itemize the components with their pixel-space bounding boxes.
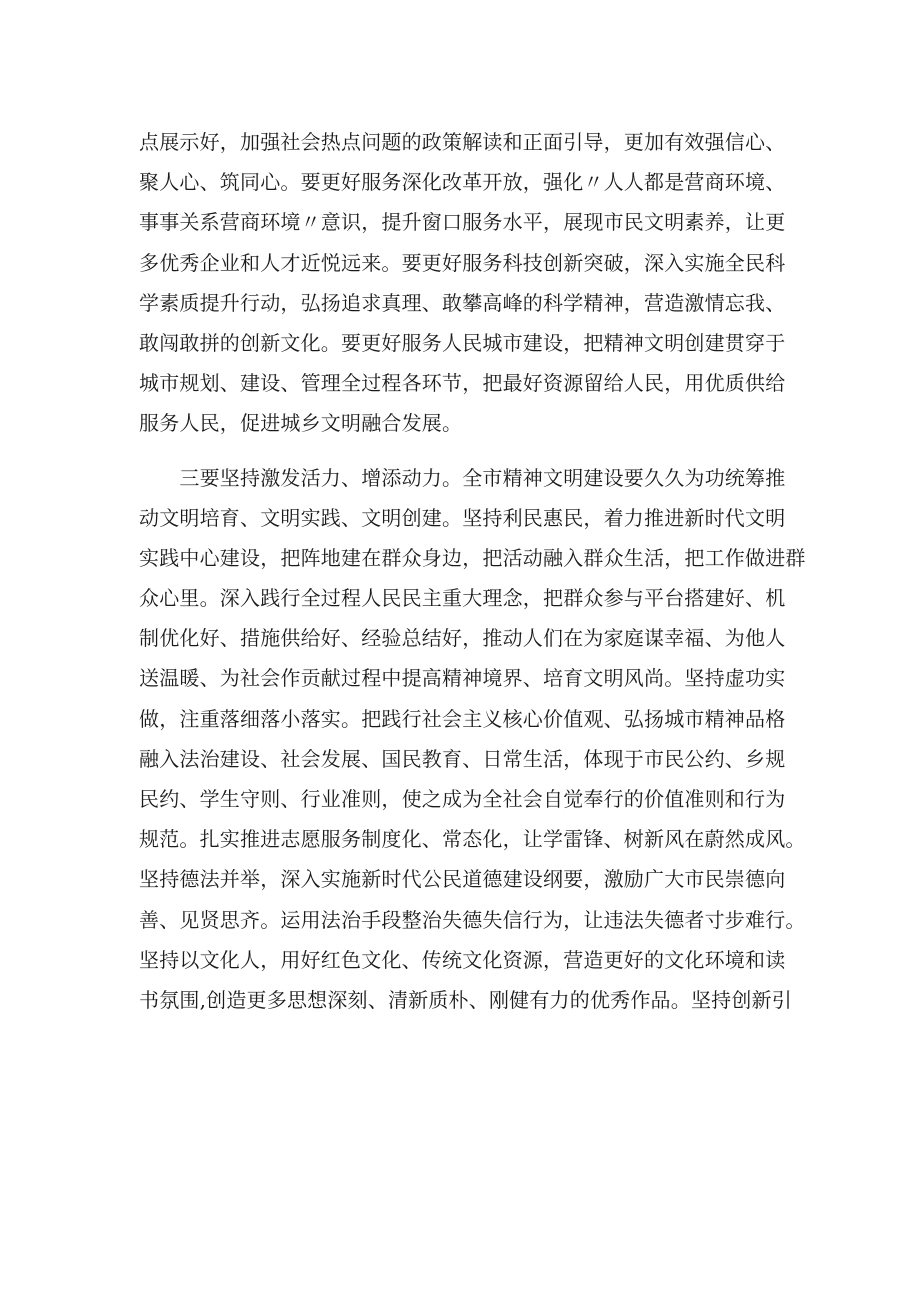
text-line: 做，注重落细落小落实。把践行社会主义核心价值观、弘扬城市精神品格 (139, 706, 786, 731)
text-line: 学素质提升行动，弘扬追求真理、敢攀高峰的科学精神，营造激情忘我、 (139, 290, 786, 315)
text-line: 多优秀企业和人才近悦远来。要更好服务科技创新突破，深入实施全民科 (139, 250, 786, 275)
text-line: 众心里。深入践行全过程人民民主重大理念，把群众参与平台搭建好、机 (139, 586, 786, 611)
text-line: 敢闯敢拼的创新文化。要更好服务人民城市建设，把精神文明创建贯穿于 (139, 330, 786, 355)
paragraph-gap (139, 444, 799, 458)
text-line: 三要坚持激发活力、增添动力。全市精神文明建设要久久为功统筹推 (139, 465, 786, 490)
text-line: 送温暖、为社会作贡献过程中提高精神境界、培育文明风尚。坚持虚功实 (139, 666, 786, 691)
text-line: 事事关系营商环境〃意识，提升窗口服务水平，展现市民文明素养，让更 (139, 210, 786, 235)
text-line: 规范。扎实推进志愿服务制度化、常态化，让学雷锋、树新风在蔚然成风。 (139, 827, 806, 852)
text-line: 动文明培育、文明实践、文明创建。坚持利民惠民，着力推进新时代文明 (139, 505, 786, 530)
text-line: 制优化好、措施供给好、经验总结好，推动人们在为家庭谋幸福、为他人 (139, 626, 786, 651)
text-line: 坚持德法并举，深入实施新时代公民道德建设纲要，激励广大市民崇德向 (139, 867, 786, 892)
paragraph-1 (139, 122, 799, 444)
text-line: 民约、学生守则、行业准则，使之成为全社会自觉奉行的价值准则和行为 (139, 787, 786, 811)
text-line: 城市规划、建设、管理全过程各环节，把最好资源留给人民，用优质供给 (139, 371, 786, 396)
text-line: 善、见贤思齐。运用法治手段整治失德失信行为，让违法失德者寸步难行。 (139, 907, 806, 932)
text-line: 实践中心建设，把阵地建在群众身边，把活动融入群众生活，把工作做进群 (139, 545, 806, 570)
text-line: 聚人心、筑同心。要更好服务深化改革开放，强化〃人人都是营商环境、 (139, 170, 786, 195)
text-line: 融入法治建设、社会发展、国民教育、日常生活，体现于市民公约、乡规 (139, 746, 786, 771)
text-line: 书氛围,创造更多思想深刻、清新质朴、刚健有力的优秀作品。坚持创新引 (139, 987, 792, 1012)
text-line: 坚持以文化人，用好红色文化、传统文化资源，营造更好的文化环境和读 (139, 947, 786, 972)
text-line: 服务人民，促进城乡文明融合发展。 (139, 411, 463, 436)
paragraph-2 (139, 458, 806, 1021)
text-line: 点展示好，加强社会热点问题的政策解读和正面引导，更加有效强信心、 (139, 130, 786, 154)
body-text (139, 122, 806, 1020)
